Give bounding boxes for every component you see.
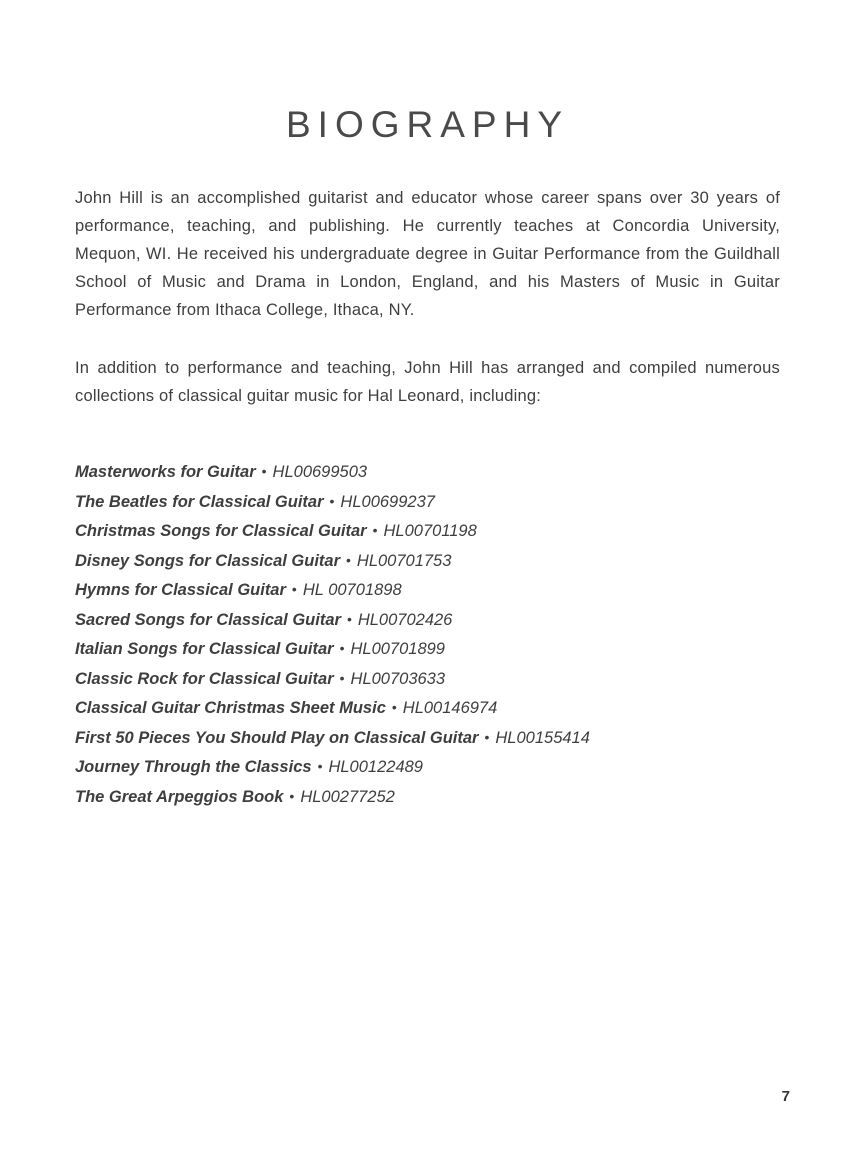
biography-paragraph-2: In addition to performance and teaching, John Hill has arranged and compiled numerous collections of classical guitar music for Hal Leonard, including: <box>75 359 780 405</box>
bullet-separator: • <box>346 551 351 568</box>
book-item <box>75 575 780 605</box>
book-title: Classic Rock for Classical Guitar <box>75 669 334 688</box>
book-catalog: HL00699237 <box>340 492 435 511</box>
book-item <box>75 516 780 546</box>
book-catalog: HL00155414 <box>495 728 590 747</box>
book-catalog: HL00146974 <box>402 699 498 717</box>
book-title: The Beatles for Classical Guitar <box>75 492 324 511</box>
book-item <box>75 634 780 664</box>
book-catalog: HL00703633 <box>350 669 446 688</box>
bullet-separator: • <box>289 787 295 804</box>
book-catalog: HL 00701898 <box>302 581 402 599</box>
book-item <box>75 664 780 694</box>
bullet-separator: • <box>339 669 345 686</box>
book-title: First 50 Pieces You Should Play on Classical Guitar <box>75 728 479 747</box>
book-item <box>75 782 780 812</box>
book-catalog: HL00122489 <box>328 758 423 776</box>
bullet-separator: • <box>346 610 352 627</box>
bullet-separator: • <box>391 699 397 715</box>
bullet-separator: • <box>484 728 490 745</box>
book-title: Italian Songs for Classical Guitar <box>75 640 334 658</box>
bullet-separator: • <box>329 492 335 509</box>
book-catalog: HL00701753 <box>356 551 452 570</box>
book-item <box>75 723 780 753</box>
bullet-separator: • <box>261 463 267 479</box>
book-title: Journey Through the Classics <box>75 758 312 776</box>
book-title: Sacred Songs for Classical Guitar <box>75 610 341 629</box>
book-title: Classical Guitar Christmas Sheet Music <box>75 699 386 717</box>
bullet-separator: • <box>339 640 345 656</box>
book-item <box>75 693 780 723</box>
bullet-separator: • <box>372 522 378 538</box>
page-number: 7 <box>781 1088 790 1105</box>
book-title: Christmas Songs for Classical Guitar <box>75 522 367 540</box>
book-item <box>75 487 780 517</box>
book-item <box>75 457 780 487</box>
book-catalog: HL00277252 <box>300 787 395 806</box>
biography-paragraph-1: John Hill is an accomplished guitarist and educator whose career spans over 30 years of performance, teaching, and publishing. He currently teaches at Concordia University, Mequon, WI. He received his undergraduate degree in Guitar Performance from the Guildhall School of Music and Drama in London, England, and his Masters of Music in Guitar Performance from Ithaca College, Ithaca, NY. <box>75 189 780 319</box>
page-title: BIOGRAPHY <box>286 104 569 145</box>
bullet-separator: • <box>291 581 297 597</box>
book-title: Hymns for Classical Guitar <box>75 581 286 599</box>
bullet-separator: • <box>317 758 323 774</box>
book-catalog: HL00699503 <box>272 463 368 481</box>
book-item <box>75 546 780 576</box>
book-title: Disney Songs for Classical Guitar <box>75 551 340 570</box>
book-catalog: HL00701198 <box>383 522 477 540</box>
book-list <box>75 457 780 811</box>
book-item <box>75 752 780 782</box>
book-title: Masterworks for Guitar <box>75 463 256 481</box>
book-catalog: HL00701899 <box>350 640 445 658</box>
book-catalog: HL00702426 <box>357 610 453 629</box>
book-item <box>75 605 780 635</box>
book-title: The Great Arpeggios Book <box>75 787 284 806</box>
